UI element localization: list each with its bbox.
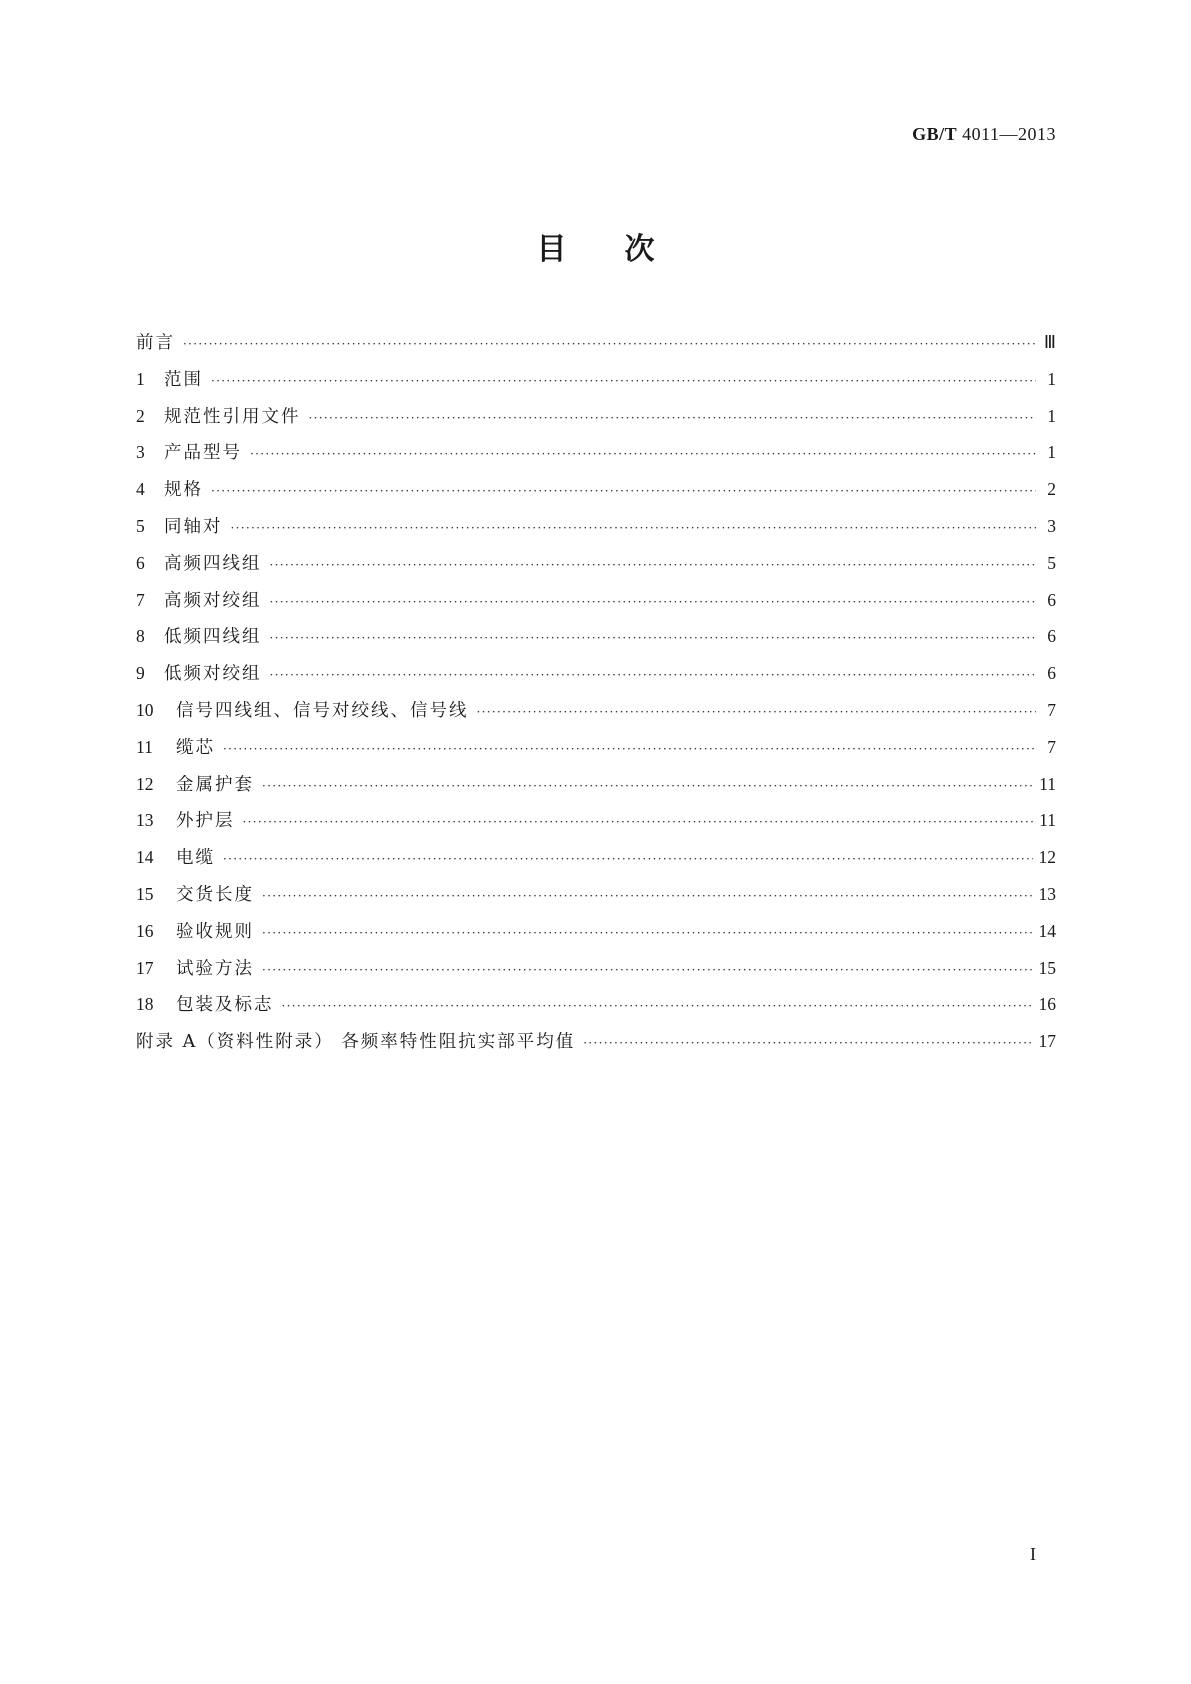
toc-leader-dots xyxy=(309,411,1037,425)
toc-leader-dots xyxy=(231,521,1037,535)
toc-entry-number: 18 xyxy=(136,994,154,1015)
toc-entry-page: 14 xyxy=(1038,920,1056,941)
toc-entry-label: 规范性引用文件 xyxy=(164,406,301,427)
toc-entry-label: 信号四线组、信号对绞线、信号线 xyxy=(176,700,469,721)
toc-entry[interactable] xyxy=(136,697,1056,734)
toc-entry-page: 6 xyxy=(1047,663,1056,684)
toc-entry[interactable] xyxy=(136,955,1056,992)
toc-entry[interactable] xyxy=(136,513,1056,550)
toc-entry[interactable] xyxy=(136,587,1056,624)
toc-leader-dots xyxy=(282,999,1033,1013)
toc-entry-number: 11 xyxy=(136,736,153,757)
toc-entry[interactable] xyxy=(136,660,1056,697)
standard-code xyxy=(912,124,1056,145)
toc-entry-page: 1 xyxy=(1047,368,1056,389)
toc-entry-label: 范围 xyxy=(164,369,203,390)
toc-leader-dots xyxy=(477,705,1037,719)
toc-leader-dots xyxy=(262,889,1033,903)
toc-leader-dots xyxy=(262,926,1033,940)
toc-entry-page: 6 xyxy=(1047,626,1056,647)
toc-leader-dots xyxy=(183,337,1036,351)
toc-entry-page: 1 xyxy=(1047,442,1056,463)
toc-entry[interactable] xyxy=(136,1028,1056,1065)
toc-entry-label: 附录 A（资料性附录） 各频率特性阻抗实部平均值 xyxy=(136,1032,576,1053)
table-of-contents xyxy=(136,329,1056,1065)
toc-entry-label: 高频对绞组 xyxy=(164,590,262,611)
toc-entry-label: 低频四线组 xyxy=(164,627,262,648)
toc-entry-page: Ⅲ xyxy=(1043,332,1056,352)
toc-entry-number: 6 xyxy=(136,552,145,573)
toc-entry-number: 12 xyxy=(136,773,154,794)
toc-entry-page: 3 xyxy=(1047,515,1056,536)
toc-leader-dots xyxy=(583,1036,1032,1050)
toc-entry[interactable] xyxy=(136,403,1056,440)
toc-leader-dots xyxy=(211,484,1036,498)
toc-entry-number: 14 xyxy=(136,847,154,868)
toc-entry-number: 7 xyxy=(136,589,145,610)
page-number: I xyxy=(1030,1544,1036,1564)
toc-leader-dots xyxy=(262,779,1033,793)
toc-entry-label: 验收规则 xyxy=(176,921,254,942)
standard-code-prefix: GB/T xyxy=(912,124,958,144)
toc-entry-number: 4 xyxy=(136,479,145,500)
toc-entry-number: 5 xyxy=(136,515,145,536)
toc-entry[interactable] xyxy=(136,807,1056,844)
toc-entry-label: 低频对绞组 xyxy=(164,664,262,685)
toc-entry-number: 8 xyxy=(136,626,145,647)
toc-entry[interactable] xyxy=(136,844,1056,881)
toc-entry-number: 13 xyxy=(136,810,154,831)
toc-entry[interactable] xyxy=(136,991,1056,1028)
toc-entry-page: 7 xyxy=(1047,699,1056,720)
toc-entry-page: 17 xyxy=(1038,1031,1056,1052)
toc-entry[interactable] xyxy=(136,439,1056,476)
toc-entry-page: 16 xyxy=(1038,994,1056,1015)
toc-entry-number: 17 xyxy=(136,957,154,978)
toc-leader-dots xyxy=(270,595,1037,609)
toc-entry-number: 16 xyxy=(136,920,154,941)
toc-entry-label: 规格 xyxy=(164,480,203,501)
toc-entry[interactable] xyxy=(136,366,1056,403)
toc-entry[interactable] xyxy=(136,771,1056,808)
toc-entry-page: 2 xyxy=(1047,479,1056,500)
toc-entry[interactable] xyxy=(136,329,1056,366)
toc-entry-number: 3 xyxy=(136,442,145,463)
toc-entry-page: 15 xyxy=(1038,957,1056,978)
toc-entry-label: 高频四线组 xyxy=(164,553,262,574)
toc-entry-page: 7 xyxy=(1047,736,1056,757)
toc-leader-dots xyxy=(270,668,1037,682)
toc-leader-dots xyxy=(243,815,1034,829)
toc-entry-number: 15 xyxy=(136,883,154,904)
toc-entry[interactable] xyxy=(136,734,1056,771)
toc-entry[interactable] xyxy=(136,550,1056,587)
toc-entry-page: 13 xyxy=(1038,883,1056,904)
toc-entry-page: 12 xyxy=(1038,847,1056,868)
toc-entry-number: 10 xyxy=(136,699,154,720)
toc-leader-dots xyxy=(262,963,1033,977)
toc-entry-label: 缆芯 xyxy=(176,737,215,758)
toc-leader-dots xyxy=(270,558,1037,572)
toc-entry[interactable] xyxy=(136,918,1056,955)
toc-entry-label: 产品型号 xyxy=(164,443,242,464)
toc-entry-label: 金属护套 xyxy=(176,774,254,795)
toc-entry-number: 2 xyxy=(136,405,145,426)
toc-entry-label: 同轴对 xyxy=(164,516,223,537)
toc-entry[interactable] xyxy=(136,623,1056,660)
standard-code-number: 4011—2013 xyxy=(962,124,1056,144)
toc-entry-label: 外护层 xyxy=(176,811,235,832)
toc-leader-dots xyxy=(223,742,1036,756)
toc-entry-page: 1 xyxy=(1047,405,1056,426)
toc-entry-label: 交货长度 xyxy=(176,884,254,905)
toc-entry[interactable] xyxy=(136,881,1056,918)
toc-leader-dots xyxy=(223,852,1033,866)
toc-leader-dots xyxy=(250,447,1036,461)
toc-leader-dots xyxy=(211,374,1036,388)
toc-entry-page: 6 xyxy=(1047,589,1056,610)
toc-entry-label: 试验方法 xyxy=(176,958,254,979)
toc-entry-page: 11 xyxy=(1039,773,1056,794)
page-title: 目次 xyxy=(536,232,713,267)
toc-entry-label: 前言 xyxy=(136,333,175,353)
toc-entry-number: 9 xyxy=(136,663,145,684)
toc-entry-page: 5 xyxy=(1047,552,1056,573)
toc-leader-dots xyxy=(270,631,1037,645)
toc-entry-number: 1 xyxy=(136,368,145,389)
toc-entry-label: 包装及标志 xyxy=(176,995,274,1016)
toc-entry[interactable] xyxy=(136,476,1056,513)
toc-entry-page: 11 xyxy=(1039,810,1056,831)
toc-entry-label: 电缆 xyxy=(176,848,215,869)
